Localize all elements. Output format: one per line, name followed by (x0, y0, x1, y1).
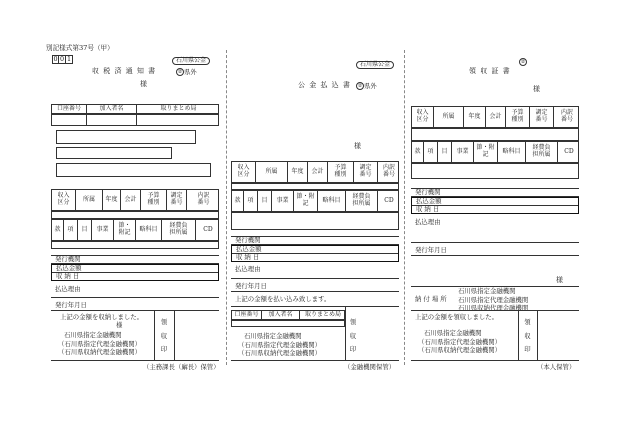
issue-date-label: 発行年月日 (415, 246, 447, 254)
code-header-row (411, 106, 579, 128)
budget-item-value-row (51, 241, 219, 249)
designated-agent-bank: （石川県指定代理金融機関） (418, 337, 502, 346)
budget-item-row (411, 141, 579, 163)
bank-names (58, 331, 141, 357)
stamp-char: 領 (160, 318, 168, 327)
breakdown-number-header: 内訳 番号 (560, 109, 573, 123)
panel-title: 収 税 済 通 知 書 (92, 67, 157, 75)
receipt-date-label: 収 納 日 (56, 272, 80, 281)
issuer-label: 発行機関 (51, 255, 219, 264)
account-header-row (231, 310, 345, 320)
budget-item-row (231, 190, 399, 212)
subscriber-name-header: 加入者名 (262, 311, 300, 319)
designated-bank: 石川県指定金融機関 (64, 331, 122, 339)
payment-amount-label: 払込金額 (232, 246, 398, 254)
honorific: 様 (354, 142, 361, 150)
department-header: 所属 (76, 190, 103, 210)
amount-date-box (51, 264, 219, 281)
account-value-row (231, 320, 345, 327)
payer-address-box (56, 130, 196, 144)
panel-separator (404, 50, 405, 365)
outside-pref-label: 県外 (364, 82, 377, 90)
received-notice: 上記の金額を領収しました。 (415, 313, 499, 321)
budget-type-header: 予算 種別 (506, 107, 530, 127)
kou-header: 項 (64, 220, 78, 240)
kou-header: 項 (244, 191, 258, 211)
designated-agent-bank: （石川県指定代理金融機関） (238, 340, 322, 349)
issuer-label: 発行機関 (231, 236, 399, 245)
short-item-header: 略科目 (136, 220, 162, 240)
short-item-header: 略科目 (318, 191, 346, 211)
bank-names (238, 332, 321, 358)
panel-separator (226, 50, 227, 365)
stamp-char: 領 (349, 318, 357, 327)
circle-number-icon (519, 58, 527, 66)
serial-digit: 0 (59, 55, 65, 64)
amount-date-box (411, 197, 579, 214)
kan-header: 款 (412, 142, 424, 162)
account-number-header: 口座番号 (232, 311, 262, 319)
issue-date-label: 発行年月日 (55, 301, 87, 309)
outside-pref-mark (356, 82, 377, 90)
panel-title: 公 金 払 込 書 (298, 81, 351, 89)
collecting-agent-bank: （石川県収納代理金融機関） (238, 349, 322, 358)
receipt-stamp-area (518, 316, 537, 356)
project-header: 事業 (92, 220, 114, 240)
section-header: 節・附 記 (474, 142, 498, 162)
stamp-char: 収 (524, 331, 531, 340)
payment-reason-label: 払込理由 (415, 218, 441, 226)
cd-header: CD (203, 225, 213, 233)
accounting-header: 会計 (486, 107, 506, 127)
kan-header: 款 (52, 220, 64, 240)
budget-type-header: 予算 種別 (141, 190, 167, 210)
receipt-date-label: 収 納 日 (236, 253, 260, 262)
collecting-office-header: 取りまとめ局 (160, 104, 197, 112)
code-value-row (231, 183, 399, 190)
issue-date-label: 発行年月日 (235, 282, 267, 290)
circle-number-icon: ② (357, 82, 363, 89)
subscriber-name-header: 加入者名 (87, 105, 137, 113)
serial-digit: 1 (66, 55, 72, 64)
receipt-stamp-area (345, 316, 361, 356)
cost-bearing-dept-header: 経費負 担所属 (346, 191, 378, 211)
moku-header: 目 (258, 191, 272, 211)
payment-place-label: 納 付 場 所 (415, 295, 447, 303)
code-header-row (51, 189, 219, 211)
payment-amount-label: 払込金額 (412, 198, 578, 206)
payment-amount-label: 払込金額 (52, 265, 218, 273)
fiscal-year-header: 年度 (103, 190, 121, 210)
serial-digit: 0 (53, 55, 58, 64)
payment-reason-label: 払込理由 (235, 265, 261, 273)
project-header: 事業 (452, 142, 474, 162)
payer-detail-box (56, 163, 211, 177)
honorific: 様 (116, 321, 123, 329)
account-number-header: 口座番号 (52, 105, 87, 113)
revenue-category-header: 収入 区分 (232, 162, 256, 182)
issue-info-block (51, 255, 219, 264)
public-funds-seal: 石川県公金 (356, 61, 394, 69)
public-funds-seal: 石川県公金 (172, 57, 210, 65)
accounting-header: 会計 (121, 190, 141, 210)
cd-header: CD (384, 196, 394, 204)
stamp-char: 印 (160, 345, 168, 354)
pay-statement: 上記の金額を払い込み致します。 (235, 295, 331, 303)
account-value-row (51, 114, 219, 126)
revenue-category-header: 収入 区分 (412, 107, 434, 127)
payer-name-box (56, 147, 172, 159)
revenue-category-header: 収入 区分 (52, 190, 76, 210)
department-header: 所属 (256, 162, 288, 182)
collecting-agent-bank: （石川県収納代理金融機関） (418, 346, 502, 355)
honorific: 様 (140, 80, 147, 88)
fiscal-year-header: 年度 (288, 162, 308, 182)
code-value-row (411, 128, 579, 141)
designated-bank: 石川県指定金融機関 (424, 329, 482, 337)
stamp-char: 収 (160, 331, 168, 340)
breakdown-number-header: 内訳 番号 (197, 192, 210, 206)
bank-names (418, 329, 501, 355)
collecting-office-header: 取りまとめ局 (304, 310, 341, 318)
collecting-agent-bank: （石川県収納代理金融機関） (58, 348, 142, 357)
budget-item-value-row (411, 163, 579, 179)
assessment-number-header: 調定 番号 (354, 162, 378, 182)
kan-header: 款 (232, 191, 244, 211)
panel-title: 領 収 証 書 (469, 67, 511, 75)
kou-header: 項 (424, 142, 438, 162)
section-header: 節・附 記 (294, 191, 318, 211)
accounting-header: 会計 (308, 162, 328, 182)
keeper-note: （主務課長（廨長）保管） (143, 363, 220, 371)
budget-type-header: 予算 種別 (328, 162, 354, 182)
fiscal-year-header: 年度 (464, 107, 486, 127)
stamp-char: 印 (524, 345, 531, 354)
code-header-row (231, 161, 399, 183)
amount-date-box (231, 245, 399, 262)
department-header: 所属 (434, 107, 464, 127)
account-header-row (51, 104, 219, 114)
short-item-header: 略科目 (498, 142, 526, 162)
payment-reason-label: 払込理由 (55, 285, 81, 293)
keeper-note: （本人保管） (537, 363, 576, 371)
keeper-note: （金融機関保管） (344, 363, 396, 371)
collecting-agent-bank: 石川県収納代理金融機関 (458, 304, 529, 313)
code-value-row (51, 211, 219, 219)
issue-info-block (411, 188, 579, 197)
cost-bearing-dept-header: 経費負 担所属 (162, 220, 196, 240)
assessment-number-header: 調定 番号 (167, 190, 187, 210)
designated-agent-bank: （石川県指定代理金融機関） (58, 339, 142, 348)
budget-item-row (51, 219, 219, 241)
circle-number-icon: ② (520, 58, 526, 65)
stamp-char: 収 (349, 331, 357, 340)
assessment-number-header: 調定 番号 (530, 107, 554, 127)
section-header: 節・ 附記 (114, 220, 136, 240)
received-notice: 上記の金額を収納しました。 (60, 313, 144, 321)
designated-bank: 石川県指定金融機関 (244, 332, 302, 340)
stamp-char: 印 (349, 345, 357, 354)
cost-bearing-dept-header: 経費負 担所属 (526, 142, 558, 162)
form-number: 別記様式第37号（甲） (46, 44, 114, 52)
issue-info-block (231, 236, 399, 245)
stamp-char: 領 (524, 318, 531, 327)
outside-pref-mark (176, 68, 197, 76)
project-header: 事業 (272, 191, 294, 211)
moku-header: 目 (438, 142, 452, 162)
serial-number-boxes (52, 55, 73, 64)
designated-agent-bank: 石川県指定代理金融機関 (458, 295, 529, 304)
receipt-stamp-area (154, 316, 174, 356)
honorific: 様 (556, 276, 563, 284)
cd-header: CD (564, 147, 574, 155)
receipt-date-label: 収 納 日 (416, 205, 440, 214)
budget-item-value-row (231, 212, 399, 230)
circle-number-icon: ② (177, 68, 183, 75)
honorific: 様 (533, 85, 540, 93)
issuer-label: 発行機関 (411, 188, 579, 197)
moku-header: 目 (78, 220, 92, 240)
breakdown-number-header: 内訳 番号 (382, 164, 395, 178)
outside-pref-label: 県外 (184, 68, 197, 76)
designated-bank: 石川県指定金融機関 (458, 287, 516, 295)
